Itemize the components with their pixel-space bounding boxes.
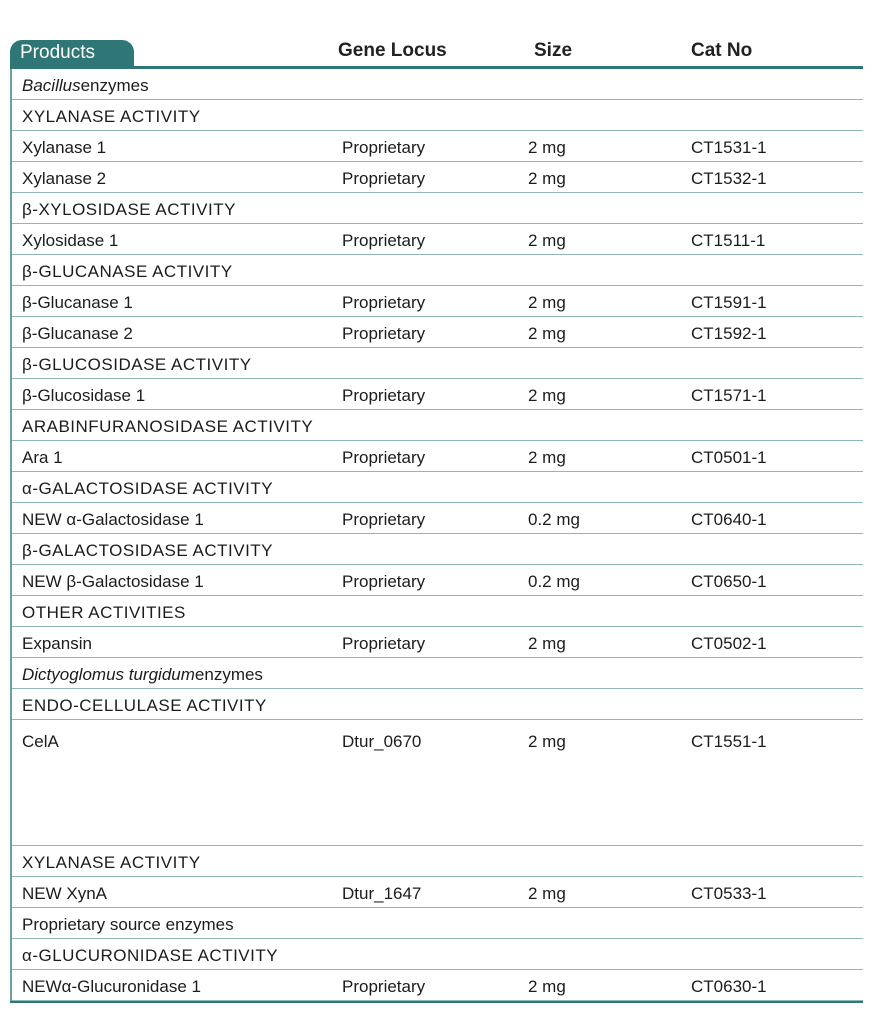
activity-section-row — [12, 689, 863, 720]
product-size: 2 mg — [528, 448, 566, 467]
product-name: NEW XynA — [22, 884, 108, 903]
product-size: 2 mg — [528, 884, 566, 903]
gene-locus-header: Gene Locus — [338, 40, 447, 61]
catalog-number: CT1531-1 — [691, 138, 767, 157]
catalog-number: CT0650-1 — [691, 572, 767, 591]
activity-section-row — [12, 939, 863, 970]
gene-locus: Proprietary — [342, 231, 426, 250]
gene-locus: Dtur_0670 — [342, 732, 422, 751]
product-row — [12, 131, 863, 162]
source-group-row — [12, 658, 863, 689]
activity-section-row — [12, 193, 863, 224]
product-row — [12, 317, 863, 348]
product-name: β-Glucanase 2 — [22, 324, 133, 343]
organism-name: Bacillus — [22, 76, 81, 95]
activity-label: OTHER ACTIVITIES — [22, 603, 186, 622]
product-row — [12, 627, 863, 658]
catalog-number: CT0640-1 — [691, 510, 767, 529]
activity-label: β-GLUCANASE ACTIVITY — [22, 262, 233, 281]
catalog-number: CT1592-1 — [691, 324, 767, 343]
product-row — [12, 970, 863, 1001]
product-name: Xylanase 2 — [22, 169, 107, 188]
product-name: NEW α-Galactosidase 1 — [22, 510, 204, 529]
product-name: β-Glucanase 1 — [22, 293, 133, 312]
catalog-number: CT1532-1 — [691, 169, 767, 188]
table-header — [10, 40, 863, 66]
product-row — [12, 720, 863, 846]
product-row — [12, 877, 863, 908]
activity-label: ARABINFURANOSIDASE ACTIVITY — [22, 417, 314, 436]
product-row — [12, 441, 863, 472]
catalog-number: CT1571-1 — [691, 386, 767, 405]
product-size: 0.2 mg — [528, 510, 580, 529]
activity-label: β-GALACTOSIDASE ACTIVITY — [22, 541, 274, 560]
product-size: 2 mg — [528, 293, 566, 312]
catalog-number: CT0502-1 — [691, 634, 767, 653]
gene-locus: Proprietary — [342, 977, 426, 996]
activity-label: ENDO-CELLULASE ACTIVITY — [22, 696, 267, 715]
table-body — [10, 69, 863, 1001]
gene-locus: Proprietary — [342, 138, 426, 157]
catalog-number: CT1591-1 — [691, 293, 767, 312]
organism-name: Dictyoglomus turgidum — [22, 665, 195, 684]
product-size: 2 mg — [528, 138, 566, 157]
products-table — [10, 40, 863, 1003]
activity-label: XYLANASE ACTIVITY — [22, 107, 201, 126]
activity-section-row — [12, 846, 863, 877]
product-row — [12, 379, 863, 410]
activity-section-row — [12, 255, 863, 286]
gene-locus: Proprietary — [342, 448, 426, 467]
product-size: 2 mg — [528, 169, 566, 188]
cat-no-header: Cat No — [691, 40, 753, 61]
gene-locus: Proprietary — [342, 572, 426, 591]
catalog-number: CT0630-1 — [691, 977, 767, 996]
gene-locus: Proprietary — [342, 293, 426, 312]
gene-locus: Proprietary — [342, 634, 426, 653]
activity-section-row — [12, 410, 863, 441]
product-name: CelA — [22, 732, 59, 751]
activity-section-row — [12, 534, 863, 565]
size-header: Size — [534, 40, 573, 61]
product-name: Ara 1 — [22, 448, 63, 467]
product-size: 2 mg — [528, 732, 566, 751]
product-name: β-Glucosidase 1 — [22, 386, 146, 405]
group-suffix: enzymes — [194, 665, 263, 684]
activity-label: β-GLUCOSIDASE ACTIVITY — [22, 355, 252, 374]
catalog-number: CT0501-1 — [691, 448, 767, 467]
product-row — [12, 565, 863, 596]
source-group-row — [12, 908, 863, 939]
catalog-number: CT0533-1 — [691, 884, 767, 903]
source-group-label: Proprietary source enzymes — [22, 915, 234, 934]
activity-section-row — [12, 100, 863, 131]
products-tab: Products — [10, 40, 134, 66]
product-size: 2 mg — [528, 977, 566, 996]
product-row — [12, 162, 863, 193]
product-name: NEWα-Glucuronidase 1 — [22, 977, 201, 996]
activity-section-row — [12, 596, 863, 627]
gene-locus: Proprietary — [342, 386, 426, 405]
gene-locus: Dtur_1647 — [342, 884, 422, 903]
source-group-row — [12, 69, 863, 100]
activity-label: α-GALACTOSIDASE ACTIVITY — [22, 479, 274, 498]
source-group-label — [22, 76, 149, 96]
source-group-label — [22, 665, 263, 685]
activity-label: α-GLUCURONIDASE ACTIVITY — [22, 946, 279, 965]
activity-label: XYLANASE ACTIVITY — [22, 853, 201, 872]
gene-locus: Proprietary — [342, 324, 426, 343]
product-name: Expansin — [22, 634, 92, 653]
product-name: Xylanase 1 — [22, 138, 107, 157]
activity-label: β-XYLOSIDASE ACTIVITY — [22, 200, 236, 219]
product-size: 0.2 mg — [528, 572, 580, 591]
product-size: 2 mg — [528, 231, 566, 250]
product-size: 2 mg — [528, 324, 566, 343]
product-name: Xylosidase 1 — [22, 231, 119, 250]
product-row — [12, 503, 863, 534]
catalog-number: CT1511-1 — [691, 231, 766, 250]
product-row — [12, 224, 863, 255]
product-name: NEW β-Galactosidase 1 — [22, 572, 204, 591]
gene-locus: Proprietary — [342, 510, 426, 529]
activity-section-row — [12, 472, 863, 503]
product-size: 2 mg — [528, 634, 566, 653]
gene-locus: Proprietary — [342, 169, 426, 188]
product-row — [12, 286, 863, 317]
catalog-number: CT1551-1 — [691, 732, 767, 751]
group-suffix: enzymes — [80, 76, 149, 95]
activity-section-row — [12, 348, 863, 379]
product-size: 2 mg — [528, 386, 566, 405]
